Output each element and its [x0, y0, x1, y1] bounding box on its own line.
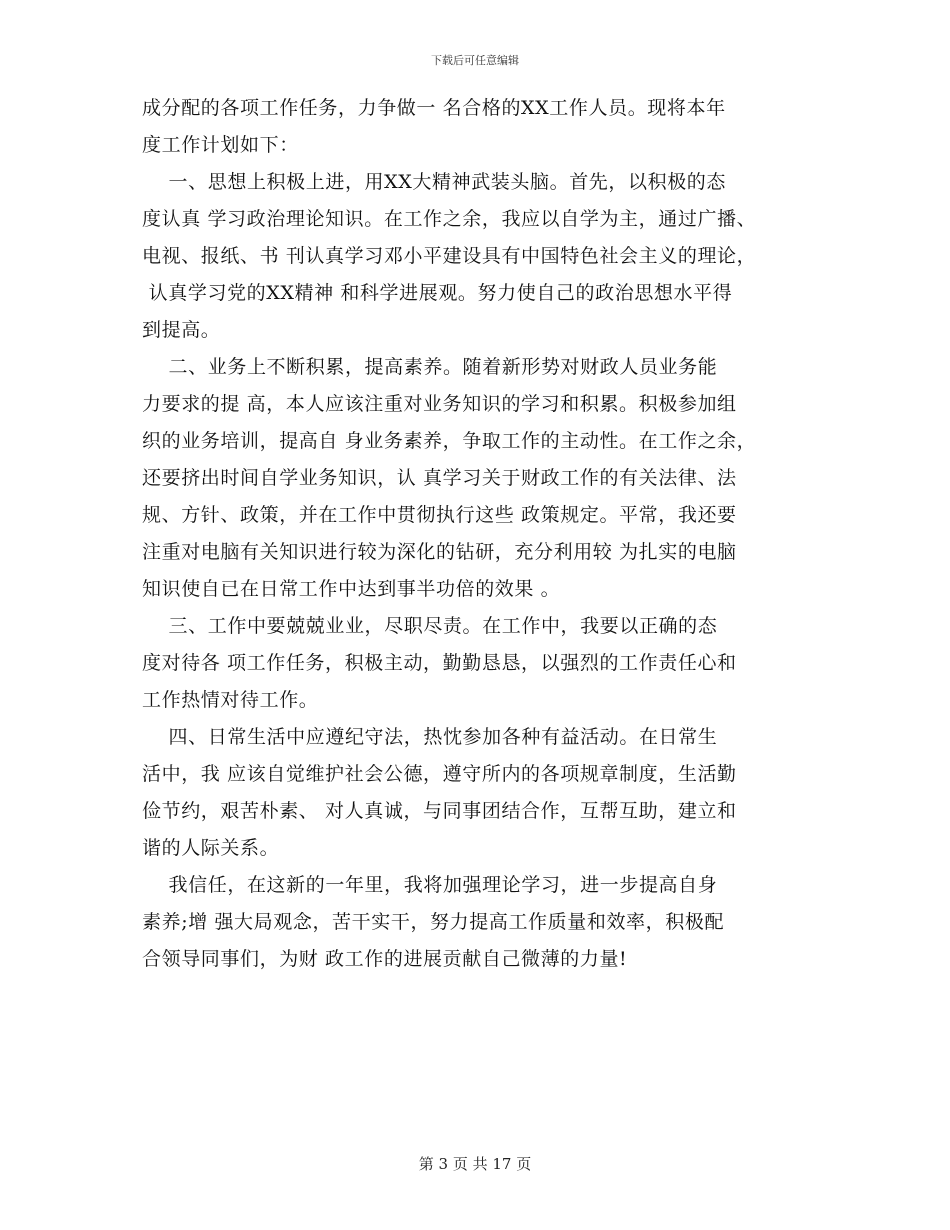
- text-line: 四、日常生活中应遵纪守法，热忱参加各种有益活动。在日常生: [142, 726, 718, 748]
- text-line: 一、思想上积极上进，用XX大精神武装头脑。首先，以积极的态: [142, 171, 727, 193]
- page-number: 第 3 页 共 17 页: [418, 1155, 532, 1173]
- text-line: 我信任，在这新的一年里，我将加强理论学习，进一步提高自身: [142, 874, 718, 896]
- text-line: 二、业务上不断积累，提高素养。随着新形势对财政人员业务能: [142, 356, 718, 378]
- text-line: 还要挤出时间自学业务知识，认 真学习关于财政工作的有关法律、法: [142, 467, 737, 489]
- text-line: 认真学习党的XX精神 和科学进展观。努力使自己的政治思想水平得: [142, 282, 733, 304]
- text-line: 知识使自已在日常工作中达到事半功倍的效果 。: [142, 578, 561, 600]
- text-line: 三、工作中要兢兢业业，尽职尽责。在工作中，我要以正确的态: [142, 615, 718, 637]
- text-line: 注重对电脑有关知识进行较为深化的钻研，充分利用较 为扎实的电脑: [142, 541, 737, 563]
- text-line: 规、方针、政策，并在工作中贯彻执行这些 政策规定。平常，我还要: [142, 504, 737, 526]
- text-line: 活中，我 应该自觉维护社会公德，遵守所内的各项规章制度，生活勤: [142, 763, 737, 785]
- text-line: 工作热情对待工作。: [142, 689, 319, 711]
- page-header-note: 下载后可任意编辑: [431, 54, 519, 67]
- text-line: 谐的人际关系。: [142, 837, 280, 859]
- text-line: 度对待各 项工作任务，积极主动，勤勤恳恳，以强烈的工作责任心和: [142, 652, 737, 674]
- text-line: 电视、报纸、书 刊认真学习邓小平建设具有中国特色社会主义的理论，: [142, 245, 757, 267]
- text-line: 到提高。: [142, 319, 221, 341]
- text-line: 素养;增 强大局观念，苦干实干，努力提高工作质量和效率，积极配: [142, 911, 725, 933]
- text-line: 度认真 学习政治理论知识。在工作之余，我应以自学为主，通过广播、: [142, 208, 757, 230]
- text-line: 织的业务培训，提高自 身业务素养，争取工作的主动性。在工作之余，: [142, 430, 757, 452]
- text-line: 度工作计划如下：: [142, 134, 299, 156]
- text-line: 力要求的提 高，本人应该注重对业务知识的学习和积累。积极参加组: [142, 393, 737, 415]
- document-body: [142, 90, 822, 978]
- text-line: 成分配的各项工作任务，力争做一 名合格的XX工作人员。现将本年: [142, 97, 726, 119]
- text-line: 合领导同事们，为财 政工作的进展贡献自己微薄的力量!: [142, 948, 628, 970]
- text-line: 俭节约，艰苦朴素、 对人真诚，与同事团结合作，互帮互助，建立和: [142, 800, 737, 822]
